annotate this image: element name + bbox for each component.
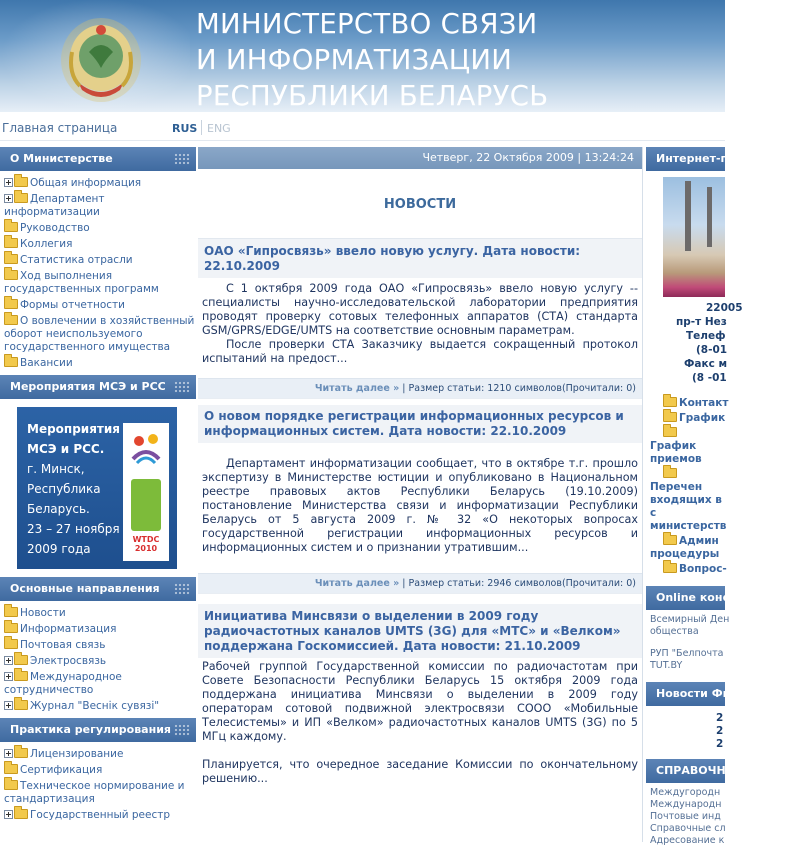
menu-item-label: Электросвязь — [30, 655, 107, 667]
article-body — [198, 658, 642, 792]
article-title[interactable]: О новом порядке регистрации информационных ресурсов и информационных систем. Дата новости: 22.10.2009 — [198, 405, 642, 443]
article-paragraph: С 1 октября 2009 года ОАО «Гипросвязь» ввело новую услугу -- специалисты научно-исследовательской лаборатории предприятия проводят проверку сотовых телефонных аппаратов (СТА) стандарта GSM/GPRS/EDGE/UMTS на соответствие основным параметрам. — [202, 282, 638, 337]
menu-item-property[interactable] — [4, 313, 196, 355]
home-link[interactable]: Главная страница — [2, 121, 118, 135]
read-more-link[interactable]: Читать далее » — [314, 578, 400, 589]
section-title: Основные направления — [10, 582, 160, 595]
folder-icon — [14, 177, 28, 187]
article-paragraph: Рабочей группой Государственной комиссии по радиочастотам при Совете Безопасности Республики Беларусь 15 октября 2009 года поддержана инициатива Минсвязи о выделении в 2009 году операторам сотовой подвижной электросвязи СООО «Мобильные Телесистемы» и ИП «Велком» радиочастотных каналов UMTS (3G) по 5 МГц каждому. — [202, 660, 638, 743]
title-line: И ИНФОРМАТИЗАЦИИ — [196, 44, 513, 76]
folder-icon — [4, 315, 18, 325]
menu-item-postal[interactable] — [4, 637, 196, 653]
menu-item-standards[interactable] — [4, 778, 196, 807]
lang-en-link[interactable]: ENG — [207, 122, 231, 135]
folder-icon — [14, 748, 28, 758]
article-paragraph: Департамент информатизации сообщает, что в октябре т.г. прошло экспертизу в Министерстве юстиции и опубликовано в Национальном реестре правовых актов Республики Беларусь (19.10.2009) постановление Министерства связи и информатизации Республики Беларусь от 5 августа 2009 г. № 32 «О некоторых вопросах государственной регистрации информационных ресурсов и информационных систем и о признании утратившим... — [202, 457, 638, 554]
folder-icon — [4, 607, 18, 617]
address-line: (8 -01 — [692, 372, 727, 384]
article-meta: | Размер статьи: 2946 символов(Прочитали: 0) — [402, 578, 636, 589]
section-header-reference — [646, 759, 735, 783]
section-title: СПРАВОЧНА — [656, 764, 735, 777]
news-date[interactable]: 2 — [716, 725, 724, 737]
reference-item[interactable]: Адресование к — [650, 835, 725, 846]
section-header-practice — [0, 718, 196, 742]
menu-item-label: Сертификация — [20, 764, 103, 776]
menu-item-label: Коллегия — [20, 238, 73, 250]
online-text: Всемирный Ден — [650, 614, 730, 625]
reception-links — [646, 395, 729, 576]
link-label: График приемов — [650, 440, 702, 465]
folder-icon — [14, 671, 28, 681]
section-header-directions — [0, 577, 196, 601]
article-title[interactable]: Инициатива Минсвязи о выделении в 2009 году радиочастотных каналов UMTS (3G) для «МТС» и «Велком» поддержана Госкомиссией. Дата новости: 21.10.2009 — [198, 604, 642, 658]
banner-text — [27, 419, 127, 559]
folder-icon — [663, 412, 677, 422]
dots-icon — [174, 153, 190, 165]
menu-item-label: Лицензирование — [30, 748, 124, 760]
dots-icon — [174, 724, 190, 736]
reference-item[interactable]: Международн — [650, 799, 722, 810]
menu-item-label: О вовлечении в хозяйственный оборот неиспользуемого государственного имущества — [4, 315, 195, 353]
menu-item-certification[interactable] — [4, 762, 196, 778]
link-label: Контакт — [679, 397, 729, 409]
folder-icon — [4, 254, 18, 264]
article-paragraph: После проверки СТА Заказчику выдается сокращенный протокол испытаний на предост... — [202, 338, 638, 365]
online-conference-item[interactable] — [646, 610, 730, 642]
folder-icon — [663, 535, 677, 545]
dots-icon — [174, 583, 190, 595]
banner-place: г. Минск, Республика Беларусь. — [27, 462, 101, 516]
wtdc-logo — [123, 423, 169, 561]
menu-item-journal[interactable] — [4, 698, 196, 714]
menu-item-news[interactable] — [4, 605, 196, 621]
reference-item[interactable]: Справочные сл — [650, 823, 726, 834]
tower-shape — [685, 181, 691, 251]
folder-icon — [663, 427, 677, 437]
banner-dates: 23 – 27 ноября 2009 года — [27, 522, 120, 556]
section-header-reception — [646, 147, 783, 171]
menu-item-registry[interactable] — [4, 807, 196, 823]
menu-item-label: Вакансии — [20, 357, 73, 369]
menu-item-label: Новости — [20, 607, 66, 619]
link-label: График — [679, 412, 726, 424]
folder-icon — [4, 299, 18, 309]
itu-logo-icon — [129, 431, 163, 467]
menu-item-label: Техническое нормирование и стандартизация — [4, 780, 185, 805]
section-title: Online конференции — [656, 591, 787, 604]
read-more-link[interactable]: Читать далее » — [314, 383, 400, 394]
address-line: пр-т Нез — [676, 316, 727, 328]
banner-title: Мероприятия МСЭ и РСС. — [27, 422, 120, 456]
state-emblem-icon — [58, 12, 144, 104]
top-navigation — [0, 116, 725, 141]
date-time-bar: Четверг, 22 Октября 2009 | 13:24:24 — [198, 147, 642, 169]
menu-item-informatization-dept[interactable] — [4, 191, 196, 220]
menu-item-label: Департамент информатизации — [4, 193, 105, 218]
menu-item-vacancies[interactable] — [4, 355, 196, 371]
section-title: Новости Фил — [656, 687, 739, 700]
expand-icon[interactable] — [4, 701, 13, 710]
folder-icon — [4, 238, 18, 248]
menu-item-leadership[interactable] — [4, 220, 196, 236]
menu-item-statistics[interactable] — [4, 252, 196, 268]
contact-address — [646, 301, 743, 385]
expand-icon[interactable] — [4, 656, 13, 665]
title-line: РЕСПУБЛИКИ БЕЛАРУСЬ — [196, 80, 549, 112]
expand-icon[interactable] — [4, 178, 13, 187]
article-footer — [198, 573, 642, 593]
menu-item-label: Статистика отрасли — [20, 254, 133, 266]
building-photo — [663, 177, 725, 297]
folder-icon — [4, 764, 18, 774]
section-title: Мероприятия МСЭ и РСС — [10, 380, 166, 393]
menu-item-label: Информатизация — [20, 623, 117, 635]
right-sidebar — [646, 147, 787, 846]
section-header-branch-news — [646, 682, 739, 706]
menu-item-collegium[interactable] — [4, 236, 196, 252]
wtdc-text: WTDC 2010 — [132, 535, 160, 553]
menu-item-label: Международное сотрудничество — [4, 671, 122, 696]
menu-item-label: Почтовая связь — [20, 639, 106, 651]
folder-icon — [4, 639, 18, 649]
expand-icon[interactable] — [4, 749, 13, 758]
reference-list — [646, 783, 725, 851]
menu-item-label: Журнал "Веснік сувязі" — [30, 700, 160, 712]
events-banner[interactable] — [17, 407, 177, 569]
online-text: РУП "Белпочта — [650, 648, 724, 659]
folder-icon — [14, 809, 28, 819]
practice-menu — [0, 742, 196, 827]
article-title[interactable]: ОАО «Гипросвязь» ввело новую услугу. Дата новости: 22.10.2009 — [198, 239, 642, 278]
link-label: Вопрос- — [679, 563, 727, 575]
menu-item-label: Ход выполнения государственных программ — [4, 270, 159, 295]
folder-icon — [4, 270, 18, 280]
link-schedule[interactable] — [646, 410, 725, 425]
article-footer — [198, 378, 642, 398]
link-contacts[interactable] — [646, 395, 729, 410]
online-conference-item[interactable] — [646, 642, 725, 676]
section-title: О Министерстве — [10, 152, 113, 165]
news-heading: НОВОСТИ — [198, 169, 642, 239]
online-text: TUT.BY — [650, 660, 683, 671]
tree-logo — [131, 479, 161, 531]
lang-ru-link[interactable]: RUS — [172, 122, 198, 135]
menu-item-licensing[interactable] — [4, 746, 196, 762]
article-body — [198, 278, 642, 372]
folder-icon — [4, 780, 18, 790]
news-article — [198, 604, 642, 792]
left-sidebar — [0, 147, 196, 842]
link-label: Перечен входящих в с министерств — [650, 481, 727, 532]
section-header-events — [0, 375, 196, 399]
menu-item-label: Общая информация — [30, 177, 142, 189]
link-reception-schedule[interactable] — [646, 425, 725, 466]
article-paragraph: Планируется, что очередное заседание Комиссии по окончательному решению... — [202, 758, 638, 785]
folder-icon — [663, 468, 677, 478]
section-header-online — [646, 586, 787, 610]
site-header — [0, 0, 725, 112]
folder-icon — [4, 623, 18, 633]
menu-item-general-info[interactable] — [4, 175, 196, 191]
folder-icon — [14, 655, 28, 665]
menu-item-label: Государственный реестр — [30, 809, 171, 821]
address-line: Факс м — [684, 358, 728, 370]
menu-item-informatization[interactable] — [4, 621, 196, 637]
article-meta: | Размер статьи: 1210 символов(Прочитали: 0) — [402, 383, 636, 394]
news-article — [198, 239, 642, 399]
menu-item-international[interactable] — [4, 669, 196, 698]
address-line: Телеф — [686, 330, 726, 342]
expand-icon[interactable] — [4, 194, 13, 203]
menu-item-telecom[interactable] — [4, 653, 196, 669]
news-article — [198, 405, 642, 594]
news-date[interactable]: 2 — [716, 712, 724, 724]
news-date[interactable]: 2 — [716, 738, 724, 750]
ministry-menu — [0, 171, 196, 375]
link-admin-procedures[interactable] — [646, 533, 725, 561]
menu-item-label: Формы отчетности — [20, 299, 125, 311]
link-faq[interactable] — [646, 561, 725, 576]
folder-icon — [663, 563, 677, 573]
folder-icon — [14, 193, 28, 203]
main-content — [198, 147, 643, 842]
reference-item[interactable]: Почтовые инд — [650, 811, 721, 822]
address-line: (8-01 — [696, 344, 728, 356]
tower-shape — [707, 187, 712, 247]
folder-icon — [663, 397, 677, 407]
lang-divider — [201, 120, 202, 135]
section-header-ministry — [0, 147, 196, 171]
article-body — [198, 443, 642, 561]
section-title: Интернет-приемная — [656, 152, 783, 165]
link-label: Админ процедуры — [650, 535, 720, 560]
section-title: Практика регулирования — [10, 723, 171, 736]
online-text: общества — [650, 626, 699, 637]
dots-icon — [174, 381, 190, 393]
link-list[interactable] — [646, 466, 725, 533]
menu-item-report-forms[interactable] — [4, 297, 196, 313]
address-line: 22005 — [706, 302, 743, 314]
folder-icon — [4, 222, 18, 232]
menu-item-label: Руководство — [20, 222, 90, 234]
menu-item-programs[interactable] — [4, 268, 196, 297]
folder-icon — [4, 357, 18, 367]
expand-icon[interactable] — [4, 672, 13, 681]
site-title — [196, 6, 548, 114]
reference-item[interactable]: Междугородн — [650, 787, 721, 798]
branch-news-dates — [646, 706, 725, 751]
title-line: МИНИСТЕРСТВО СВЯЗИ — [196, 8, 538, 40]
folder-icon — [14, 700, 28, 710]
directions-menu — [0, 601, 196, 718]
expand-icon[interactable] — [4, 810, 13, 819]
